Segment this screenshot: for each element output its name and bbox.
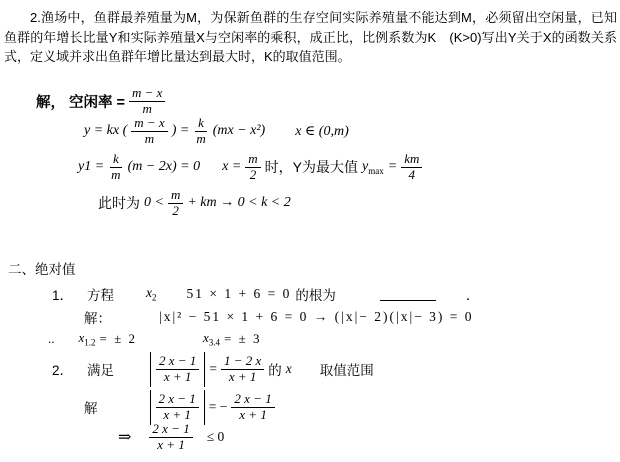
equation-part: y = kx ( (84, 123, 128, 139)
fraction-denominator: 2 (249, 166, 257, 182)
fraction-numerator: m (168, 188, 183, 204)
equation: |x|² − 51 × 1 + 6 = 0 → (|x|− 2)(|x|− 3) = 0 (159, 309, 474, 324)
fraction (193, 116, 208, 147)
fraction-denominator: 2 (172, 202, 179, 218)
absolute-value-bars (150, 352, 205, 387)
fraction (108, 152, 123, 183)
solution1-line1 (36, 86, 165, 117)
item2-solution-line (84, 390, 275, 425)
fraction-idle-rate (129, 86, 165, 117)
fraction-numerator: m (245, 152, 260, 168)
fraction-numerator: 2 x − 1 (156, 392, 199, 408)
spacer (197, 437, 203, 438)
implies-arrow: ⇒ (118, 429, 132, 447)
inequality-tail: ≤ 0 (206, 429, 225, 445)
fraction (221, 354, 264, 385)
spacer (102, 407, 146, 408)
equation-part: x = (222, 159, 242, 175)
y-max-variable (362, 159, 384, 176)
spacer (77, 369, 83, 370)
item-label: 满足 (87, 363, 115, 379)
subscript: 2 (152, 292, 157, 303)
problem-statement: 2.渔场中，鱼群最养殖量为M，为保新鱼群的生存空间实际养殖量不能达到M，必须留出空闲量，已知鱼群的年增长比量Y和实际养殖量X与空闲率的乘积，成正比，比例系数为K (K>0)写出Y关于X的函数关系式，定义域并求出鱼群年增比量达到最大时，K的取值范围。 (4, 10, 617, 64)
spacer (118, 369, 146, 370)
solution-label: 解： (84, 311, 111, 326)
subscript: 3.4 (208, 337, 221, 348)
variable: x (203, 330, 209, 345)
equation-part: = (387, 159, 398, 175)
solution1-line2 (84, 116, 349, 147)
fraction-numerator: km (401, 152, 422, 168)
equation-part: (mx − x²) (212, 123, 266, 139)
fraction-numerator: 2 x − 1 (231, 392, 274, 408)
range-text: 取值范围 (319, 363, 374, 379)
max-value-text: 时，Y为最大值 (264, 159, 359, 176)
fraction-numerator: 2 x − 1 (156, 354, 199, 370)
spacer (141, 338, 199, 339)
root-value-2: = ± 3 (224, 330, 262, 346)
equation-part: + km → 0 < k < 2 (187, 195, 291, 211)
fraction (131, 116, 167, 147)
subscript: 1.2 (84, 337, 96, 348)
fraction-denominator: x + 1 (239, 406, 267, 422)
fraction (149, 422, 192, 453)
fraction (401, 152, 422, 183)
spacer (115, 317, 155, 318)
variable: x (78, 330, 85, 345)
fraction (245, 152, 260, 183)
fraction-denominator: 4 (408, 166, 416, 182)
equation-part: y1 = (78, 159, 105, 175)
item1-solution-line (84, 307, 474, 327)
item-number: 2． (52, 363, 74, 379)
fraction (156, 354, 199, 385)
solution-label: 解， (36, 94, 65, 111)
equation-part: ) = (171, 123, 190, 139)
root-variable-2 (203, 330, 220, 348)
section-heading: 二、绝对值 (8, 262, 76, 277)
subscript: max (368, 165, 384, 176)
item2-line (52, 352, 374, 387)
fraction (168, 188, 183, 219)
spacer (135, 437, 145, 438)
spacer (118, 294, 142, 295)
x-sub-variable (146, 285, 157, 303)
domain-note: x ∈ (0,m) (295, 123, 349, 139)
therefore-dots: .. (48, 330, 55, 346)
root-value-1: = ± 2 (99, 330, 137, 346)
fraction-denominator: x + 1 (163, 406, 191, 422)
fraction-numerator: m − x (131, 116, 167, 132)
item2-conclusion-line (118, 422, 224, 453)
fraction-denominator: x + 1 (228, 368, 257, 384)
suffix-text: 的根为 (295, 288, 336, 303)
variable: x (285, 361, 292, 377)
item1-line (52, 284, 479, 304)
spacer (296, 369, 316, 370)
equation-part: (m − 2x) = 0 (127, 159, 201, 175)
suffix-text: 的 (268, 363, 282, 379)
item-number: 1． (52, 288, 74, 303)
fraction (231, 392, 274, 423)
spacer (269, 131, 291, 132)
fraction-numerator: k (195, 116, 207, 132)
spacer (161, 294, 183, 295)
spacer (204, 167, 218, 168)
item-label: 方程 (87, 288, 115, 303)
fraction-denominator: m (142, 100, 152, 116)
answer-blank (380, 288, 436, 301)
absolute-value-bars (150, 390, 205, 425)
solution1-line3 (78, 152, 422, 183)
condition-text: 此时为 (98, 195, 140, 212)
fraction-denominator: x + 1 (157, 436, 185, 452)
roots-line (48, 330, 262, 348)
equation-part: 0 < (144, 195, 164, 211)
fraction-numerator: 1 − 2 x (221, 354, 264, 370)
period: ． (465, 288, 480, 303)
fraction-numerator: m − x (129, 86, 165, 102)
variable: y (362, 159, 369, 175)
fraction-numerator: k (110, 152, 122, 168)
equals-sign: = (209, 361, 217, 377)
root-variable-1 (79, 330, 96, 348)
variable: x (146, 285, 153, 301)
solution-label: 解 (84, 401, 98, 417)
fraction (156, 392, 199, 423)
spacer (77, 294, 83, 295)
fraction-denominator: m (111, 166, 121, 182)
spacer (59, 338, 75, 339)
fraction-denominator: m (144, 130, 155, 146)
idle-rate-text: 空闲率 = (69, 94, 125, 111)
solution1-line4 (98, 188, 291, 219)
equation: 51 × 1 + 6 = 0 (186, 286, 292, 301)
fraction-denominator: m (196, 130, 206, 146)
equation-part: = − (208, 399, 228, 415)
fraction-numerator: 2 x − 1 (149, 422, 192, 438)
fraction-denominator: x + 1 (163, 368, 192, 384)
